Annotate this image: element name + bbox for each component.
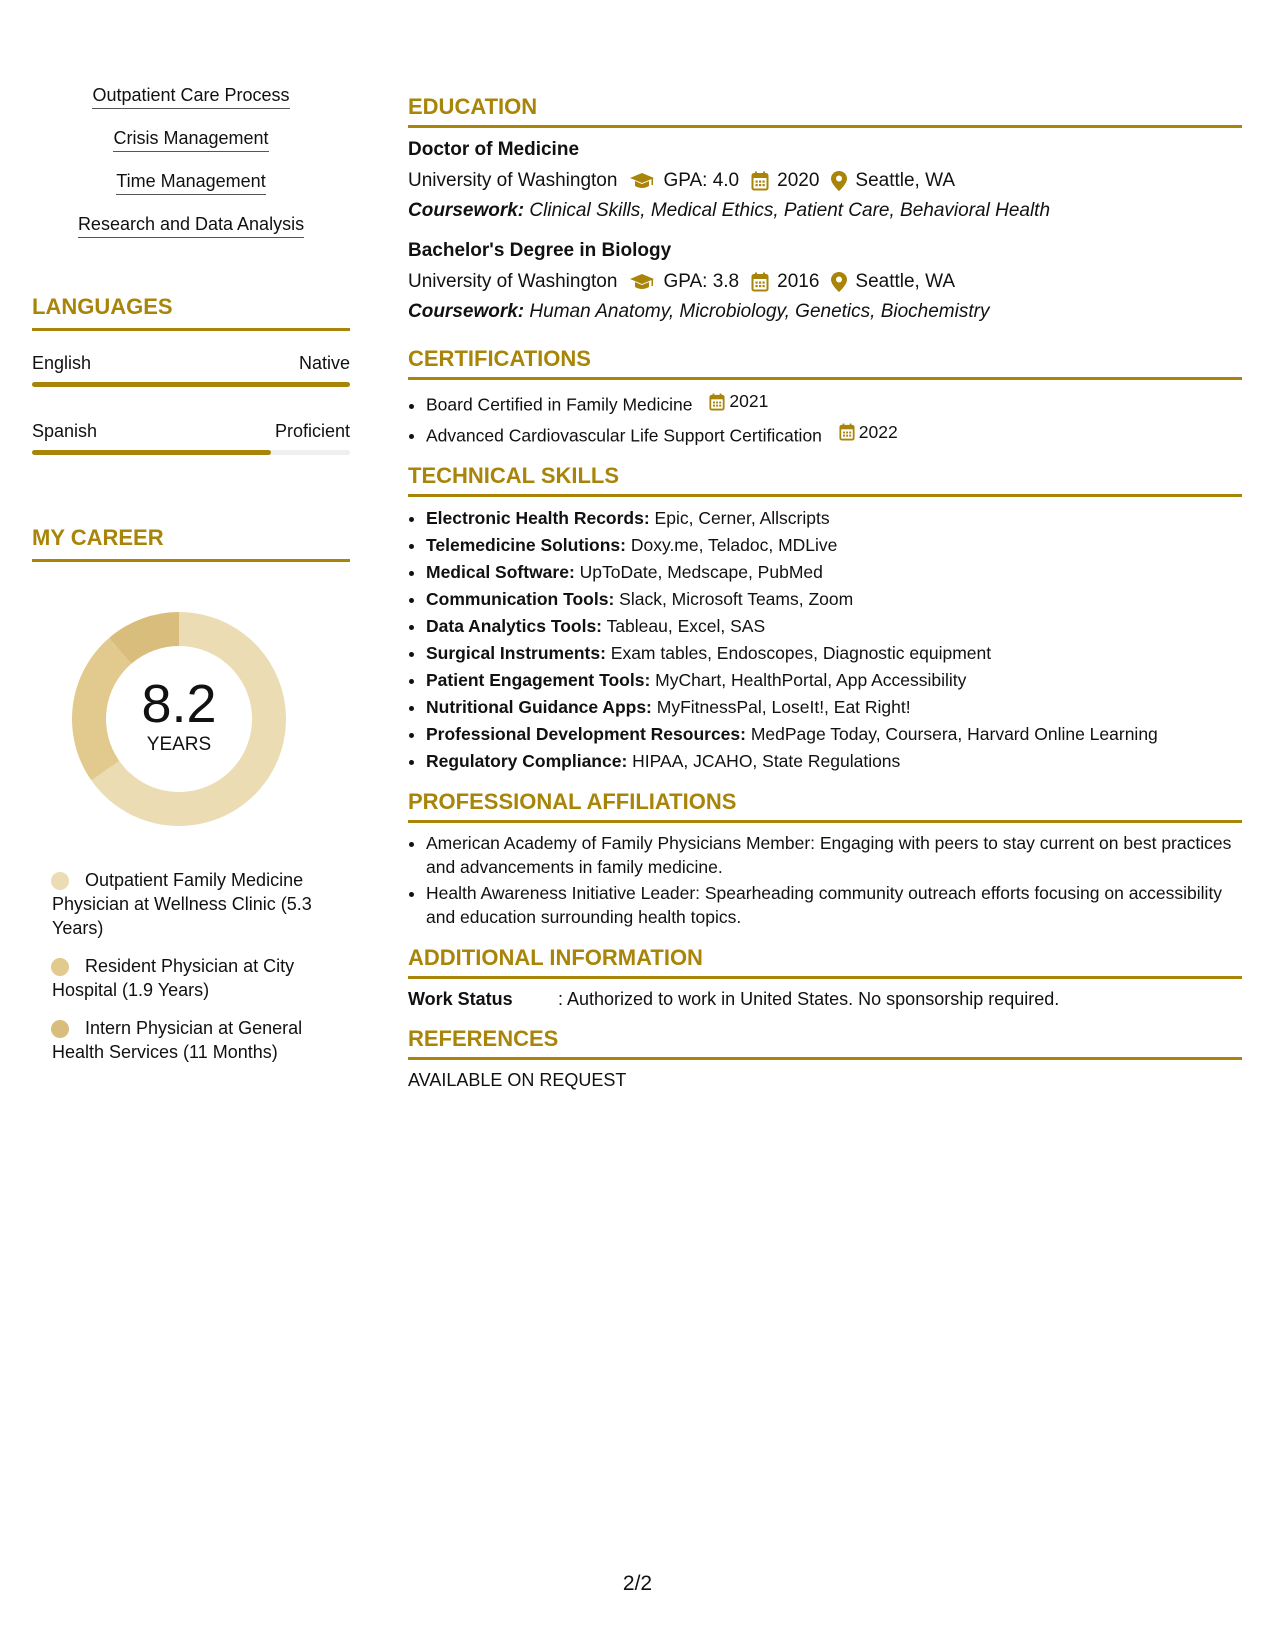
skill-label: Communication Tools: — [426, 589, 615, 609]
skill-label: Surgical Instruments: — [426, 643, 606, 663]
skill-value: Exam tables, Endoscopes, Diagnostic equipment — [610, 643, 992, 663]
education-item — [408, 239, 1242, 324]
skill-value: UpToDate, Medscape, PubMed — [579, 562, 823, 582]
languages-heading: LANGUAGES — [32, 294, 350, 331]
certification-year: 2022 — [858, 421, 898, 442]
coursework-list: Clinical Skills, Medical Ethics, Patient Care, Behavioral Health — [529, 200, 1051, 221]
graduation-year: 2016 — [777, 271, 820, 292]
skills-list — [32, 84, 350, 238]
graduation-year: 2020 — [777, 170, 820, 191]
skill-value: MyChart, HealthPortal, App Accessibility — [655, 670, 967, 690]
skill-item — [426, 748, 1242, 775]
school-name: University of Washington — [408, 271, 618, 292]
certification-name: Board Certified in Family Medicine — [426, 394, 693, 415]
calendar-icon — [709, 393, 725, 411]
skill-value: Doxy.me, Teladoc, MDLive — [630, 535, 838, 555]
skill-label: Regulatory Compliance: — [426, 751, 628, 771]
skill-label: Telemedicine Solutions: — [426, 535, 626, 555]
skill-tag: Time Management — [116, 170, 265, 195]
page-number: 2/2 — [622, 1572, 653, 1595]
skill-item — [426, 505, 1242, 532]
affiliation-item: • American Academy of Family Physicians Member: Engaging with peers to stay current on best practices and advancements in family medicine. — [426, 831, 1242, 879]
skill-value: Epic, Cerner, Allscripts — [654, 508, 830, 528]
skill-item — [426, 532, 1242, 559]
location-pin-icon — [831, 272, 847, 292]
skill-label: Patient Engagement Tools: — [426, 670, 651, 690]
location-pin-icon — [831, 171, 847, 191]
work-status-row — [408, 989, 1242, 1010]
skill-item — [426, 694, 1242, 721]
coursework-list: Human Anatomy, Microbiology, Genetics, Biochemistry — [529, 301, 990, 322]
calendar-icon — [751, 272, 769, 292]
skill-label: Professional Development Resources: — [426, 724, 746, 744]
skill-tag: Research and Data Analysis — [78, 213, 304, 238]
language-level: Native — [298, 353, 350, 373]
skill-item — [426, 613, 1242, 640]
additional-info-heading: ADDITIONAL INFORMATION — [408, 945, 1242, 979]
skill-tag: Crisis Management — [113, 127, 268, 152]
language-name: Spanish — [32, 421, 98, 441]
education-heading: EDUCATION — [408, 94, 1242, 128]
graduation-cap-icon — [629, 273, 655, 291]
coursework — [408, 300, 1242, 324]
graduation-cap-icon — [629, 172, 655, 190]
language-item — [32, 353, 350, 387]
skill-label: Data Analytics Tools: — [426, 616, 603, 636]
skill-label: Medical Software: — [426, 562, 575, 582]
references-heading: REFERENCES — [408, 1026, 1242, 1060]
skill-tag: Outpatient Care Process — [92, 84, 289, 109]
certification-item — [426, 388, 1242, 419]
certification-item — [426, 419, 1242, 450]
skill-value: Tableau, Excel, SAS — [606, 616, 766, 636]
calendar-icon — [751, 171, 769, 191]
career-item — [32, 1016, 350, 1064]
legend-dot — [51, 1020, 69, 1038]
language-name: English — [32, 353, 92, 373]
references-text: AVAILABLE ON REQUEST — [408, 1070, 627, 1090]
technical-skills-list — [408, 505, 1242, 775]
skill-item — [426, 640, 1242, 667]
career-total-unit: YEARS — [146, 734, 212, 755]
skill-label: Nutritional Guidance Apps: — [426, 697, 652, 717]
main-content — [408, 94, 1242, 1091]
legend-dot — [51, 958, 69, 976]
degree-title: Bachelor's Degree in Biology — [408, 240, 672, 261]
work-status-label: Work Status — [408, 989, 513, 1009]
career-item-text: Outpatient Family Medicine Physician at Wellness Clinic (5.3 Years) — [52, 870, 312, 938]
coursework-label: Coursework: — [408, 301, 525, 322]
career-item — [32, 868, 350, 940]
language-proficiency-bar — [32, 382, 350, 387]
skill-value: MedPage Today, Coursera, Harvard Online Learning — [750, 724, 1158, 744]
career-total-value: 8.2 — [141, 674, 217, 734]
language-level: Proficient — [274, 421, 350, 441]
skill-value: MyFitnessPal, LoseIt!, Eat Right! — [656, 697, 911, 717]
affiliations-heading: PROFESSIONAL AFFILIATIONS — [408, 789, 1242, 823]
language-item — [32, 421, 350, 455]
gpa: GPA: 4.0 — [663, 170, 740, 191]
affiliations-list — [408, 831, 1242, 929]
sidebar — [32, 84, 350, 1078]
coursework-label: Coursework: — [408, 200, 525, 221]
gpa: GPA: 3.8 — [663, 271, 740, 292]
skill-item — [426, 667, 1242, 694]
skill-item — [426, 586, 1242, 613]
certification-year: 2021 — [729, 391, 769, 411]
certifications-list — [408, 388, 1242, 449]
career-heading: MY CAREER — [32, 525, 350, 562]
skill-value: Slack, Microsoft Teams, Zoom — [619, 589, 854, 609]
skill-item — [426, 559, 1242, 586]
technical-skills-heading: TECHNICAL SKILLS — [408, 463, 1242, 497]
location: Seattle, WA — [855, 170, 956, 191]
affiliation-item: • Health Awareness Initiative Leader: Spearheading community outreach efforts focusing on accessibility and education surrounding health topics. — [426, 881, 1242, 929]
language-proficiency-fill — [32, 382, 350, 387]
school-name: University of Washington — [408, 170, 618, 191]
degree-title: Doctor of Medicine — [408, 139, 580, 160]
education-item — [408, 138, 1242, 223]
coursework — [408, 199, 1242, 223]
skill-value: HIPAA, JCAHO, State Regulations — [632, 751, 901, 771]
skill-item — [426, 721, 1242, 748]
career-item-text: Resident Physician at City Hospital (1.9 Years) — [52, 956, 295, 1000]
career-item-text: Intern Physician at General Health Services (11 Months) — [52, 1018, 303, 1062]
skill-label: Electronic Health Records: — [426, 508, 650, 528]
career-item — [32, 954, 350, 1002]
career-donut-chart — [64, 604, 294, 834]
certifications-heading: CERTIFICATIONS — [408, 346, 1242, 380]
legend-dot — [51, 872, 69, 890]
calendar-icon — [839, 423, 855, 441]
work-status-value: : Authorized to work in United States. No sponsorship required. — [558, 989, 1060, 1009]
location: Seattle, WA — [855, 271, 956, 292]
certification-name: Advanced Cardiovascular Life Support Certification — [426, 425, 822, 445]
career-legend — [32, 868, 350, 1064]
